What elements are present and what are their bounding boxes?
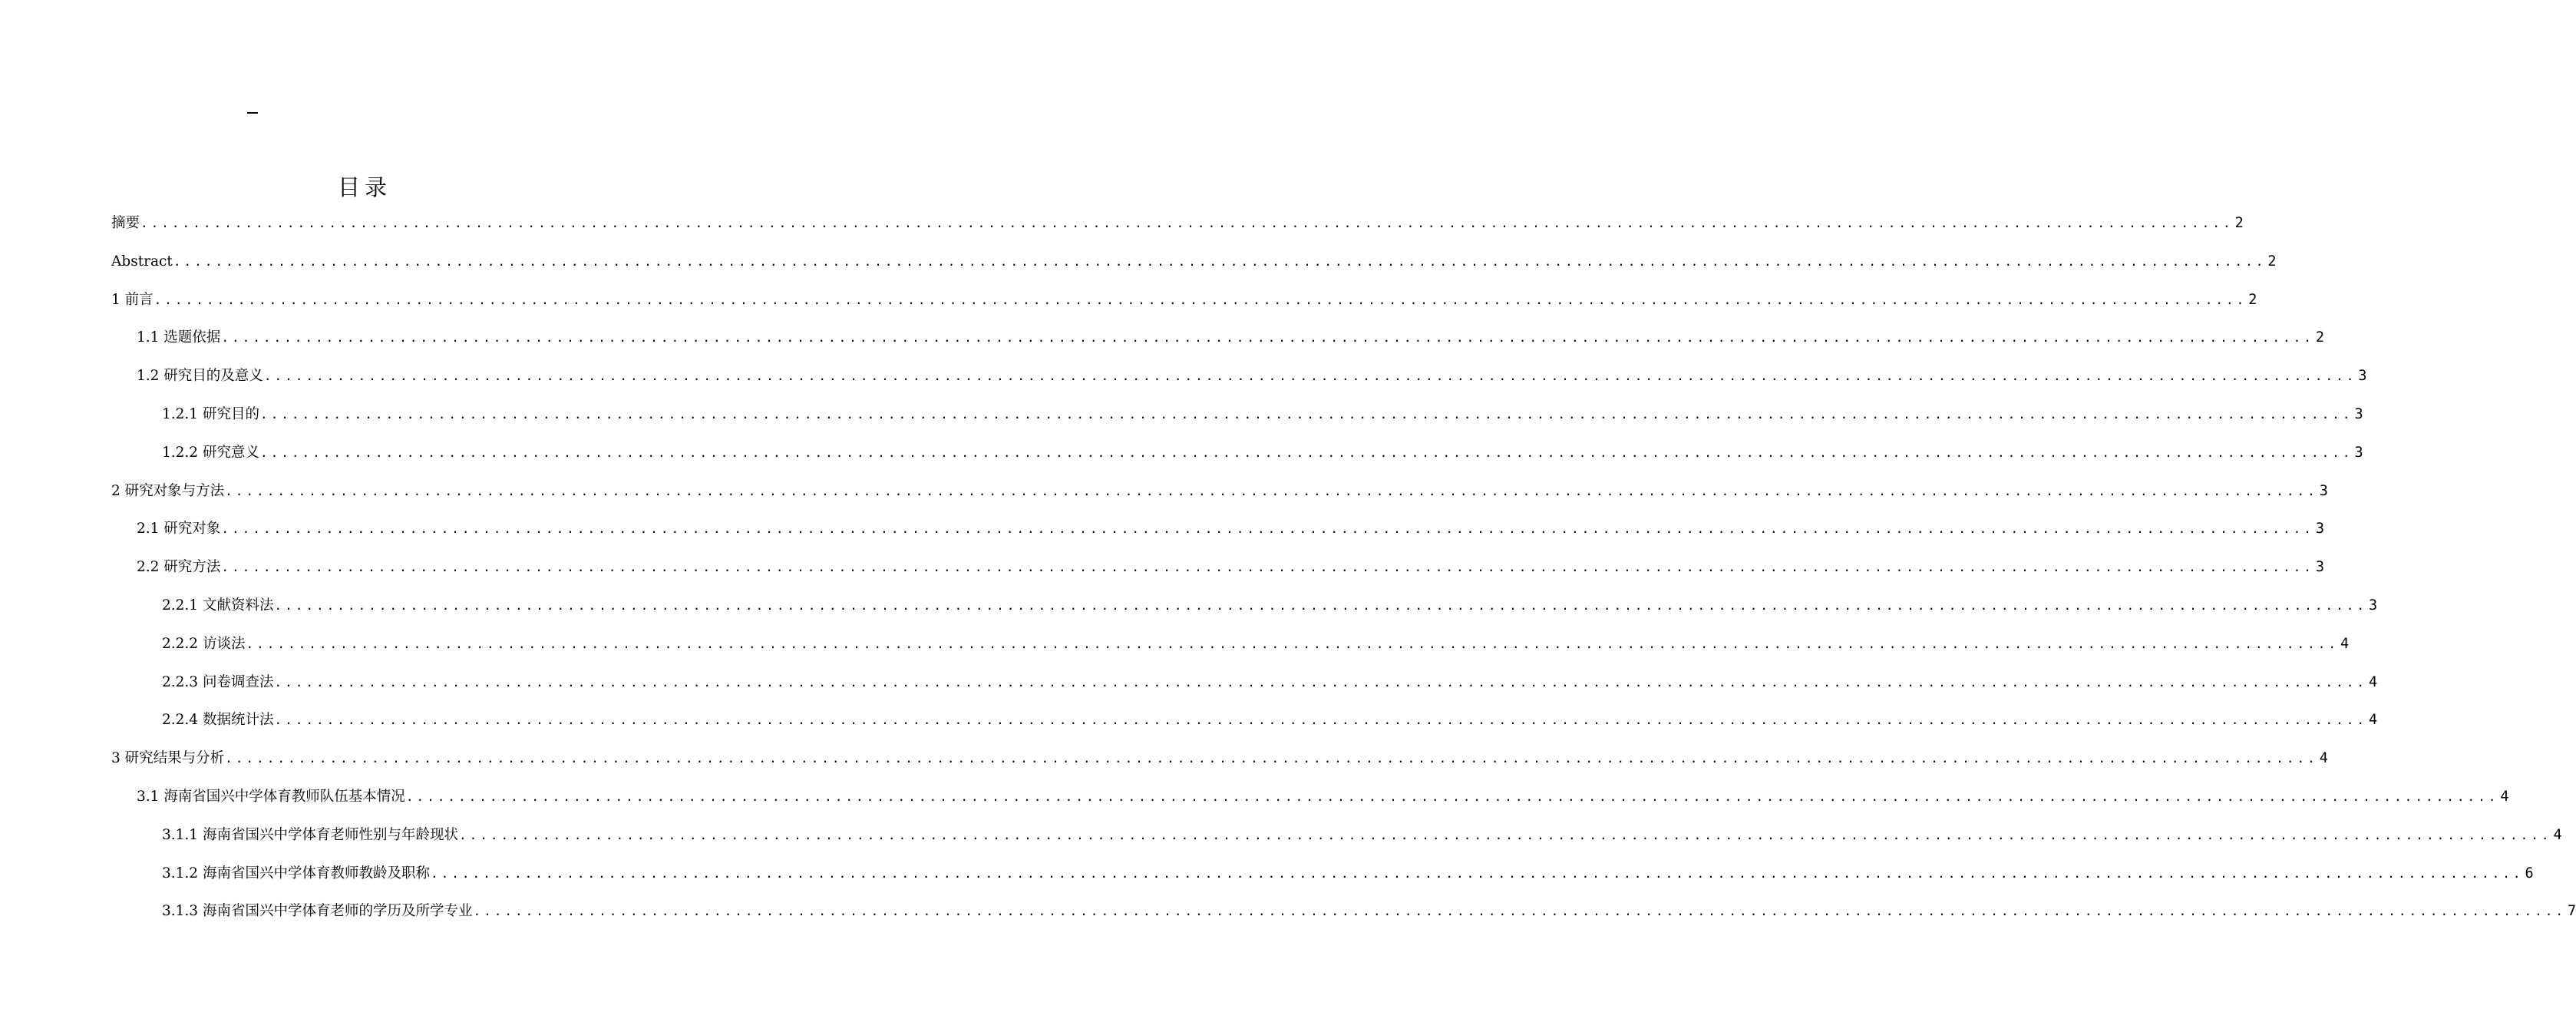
toc-entry-page-number: 3	[2315, 559, 2325, 576]
toc-entry-page-number: 3	[2354, 444, 2363, 461]
toc-entry[interactable]	[111, 289, 2257, 312]
toc-dot-leader: ........................................................................................................................................................................................................	[473, 904, 2567, 919]
toc-entry-label: 2.2.1 文献资料法	[162, 597, 274, 614]
header-dash-mark	[247, 112, 258, 114]
toc-entry[interactable]	[162, 671, 2378, 694]
toc-entry-page-number: 2	[2267, 253, 2277, 270]
toc-entry[interactable]	[137, 556, 2325, 579]
toc-entry-label: 3.1 海南省国兴中学体育教师队伍基本情况	[137, 789, 405, 805]
toc-entry-label: 1.2.1 研究目的	[162, 406, 259, 422]
toc-entry[interactable]	[111, 747, 2328, 770]
toc-entry-page-number: 4	[2340, 635, 2350, 652]
toc-entry[interactable]	[137, 786, 2509, 809]
toc-entry-label: 2.2.2 访谈法	[162, 635, 246, 652]
toc-dot-leader: ........................................................................................................................................................................................................	[225, 751, 2318, 766]
toc-dot-leader: ........................................................................................................................................................................................................	[173, 253, 2267, 269]
toc-dot-leader: ........................................................................................................................................................................................................	[430, 865, 2524, 881]
toc-entry-label: 1.2 研究目的及意义	[137, 368, 263, 385]
toc-entry[interactable]	[162, 594, 2378, 617]
toc-dot-leader: ........................................................................................................................................................................................................	[221, 521, 2314, 537]
toc-entry-label: 3.1.1 海南省国兴中学体育老师性别与年龄现状	[162, 826, 458, 843]
toc-entry-page-number: 3	[2369, 597, 2378, 614]
toc-entry-page-number: 4	[2553, 826, 2562, 843]
toc-dot-leader: ........................................................................................................................................................................................................	[225, 483, 2318, 498]
toc-entry-label: 2.2.3 问卷调查法	[162, 673, 274, 690]
toc-dot-leader: ........................................................................................................................................................................................................	[221, 560, 2314, 575]
toc-entry-page-number: 3	[2358, 368, 2367, 385]
toc-entry-label: 3.1.3 海南省国兴中学体育老师的学历及所学专业	[162, 903, 473, 920]
toc-entry-label: 1.1 选题依据	[137, 329, 221, 346]
toc-entry-page-number: 4	[2369, 673, 2378, 690]
toc-entry[interactable]	[137, 518, 2325, 541]
toc-entry-page-number: 3	[2319, 482, 2328, 499]
toc-entry[interactable]	[111, 480, 2328, 503]
toc-dot-leader: ........................................................................................................................................................................................................	[263, 369, 2357, 384]
toc-title: 目录	[337, 174, 391, 200]
toc-entry-page-number: 3	[2354, 406, 2363, 422]
toc-entry[interactable]	[111, 250, 2277, 273]
toc-entry-label: 1.2.2 研究意义	[162, 444, 259, 461]
toc-dot-leader: ........................................................................................................................................................................................................	[221, 330, 2314, 346]
toc-entry-page-number: 7	[2568, 903, 2576, 920]
toc-entry[interactable]	[162, 862, 2534, 885]
toc-entry-label: 3 研究结果与分析	[111, 750, 225, 767]
toc-dot-leader: ........................................................................................................................................................................................................	[140, 216, 2234, 230]
toc-entry-label: 摘要	[111, 215, 140, 231]
toc-dot-leader: ........................................................................................................................................................................................................	[274, 713, 2368, 728]
toc-entry-page-number: 4	[2319, 750, 2328, 767]
toc-entry-label: 2 研究对象与方法	[111, 482, 225, 499]
toc-entry-page-number: 6	[2525, 865, 2534, 882]
toc-dot-leader: ........................................................................................................................................................................................................	[154, 292, 2247, 307]
toc-entry[interactable]	[111, 212, 2244, 235]
toc-entry-page-number: 2	[2234, 215, 2244, 231]
toc-entry[interactable]	[162, 442, 2363, 465]
toc-entry-label: Abstract	[111, 253, 173, 270]
toc-entry-label: 1 前言	[111, 291, 154, 308]
toc-entry[interactable]	[162, 709, 2378, 732]
toc-dot-leader: ........................................................................................................................................................................................................	[246, 636, 2340, 651]
toc-entry-page-number: 2	[2248, 291, 2257, 308]
toc-entry[interactable]	[162, 403, 2363, 426]
toc-entry-label: 2.2 研究方法	[137, 559, 221, 576]
toc-dot-leader: ........................................................................................................................................................................................................	[274, 674, 2368, 690]
toc-dot-leader: ........................................................................................................................................................................................................	[259, 407, 2353, 422]
toc-entry-label: 3.1.2 海南省国兴中学体育教师教龄及职称	[162, 865, 430, 882]
toc-entry-page-number: 2	[2315, 329, 2325, 346]
toc-entry-page-number: 4	[2369, 712, 2378, 729]
toc-dot-leader: ........................................................................................................................................................................................................	[458, 827, 2552, 842]
toc-dot-leader: ........................................................................................................................................................................................................	[405, 789, 2499, 804]
toc-entry-label: 2.1 研究对象	[137, 521, 221, 538]
toc-entry[interactable]	[162, 633, 2350, 656]
toc-entry[interactable]	[137, 326, 2325, 349]
toc-entry-page-number: 4	[2500, 789, 2509, 805]
toc-entry[interactable]	[137, 365, 2367, 388]
toc-dot-leader: ........................................................................................................................................................................................................	[259, 445, 2353, 460]
toc-entry-page-number: 3	[2315, 521, 2325, 538]
toc-dot-leader: ........................................................................................................................................................................................................	[274, 598, 2368, 613]
toc-entry-label: 2.2.4 数据统计法	[162, 712, 274, 729]
toc-entry[interactable]	[162, 824, 2562, 847]
toc-entry[interactable]	[162, 900, 2576, 923]
